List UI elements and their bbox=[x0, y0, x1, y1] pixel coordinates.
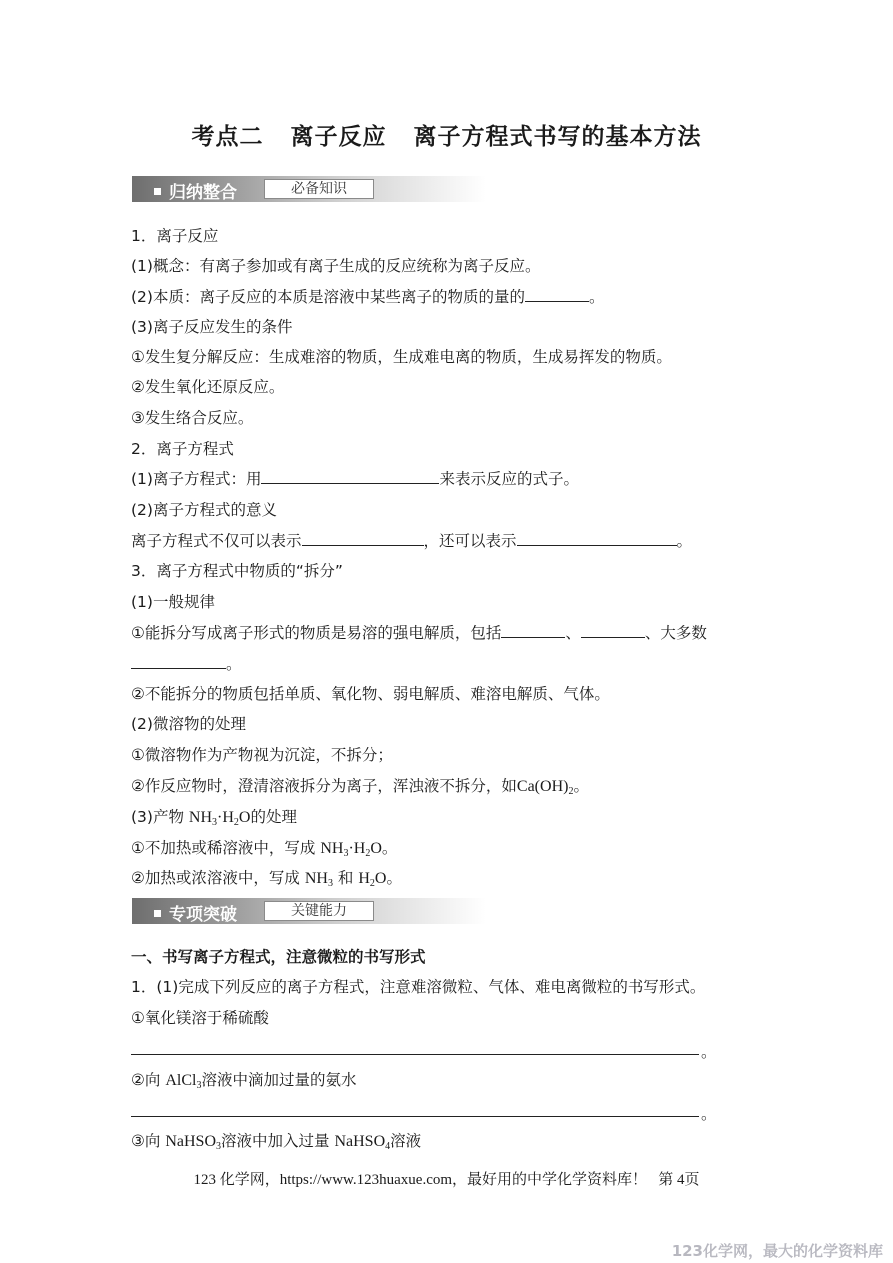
text-line: (1)离子方程式：用 来表示反应的式子。 bbox=[131, 470, 579, 488]
text-line: ①不加热或稀溶液中，写成 $NH_3\cdot H_2O$。 bbox=[131, 839, 398, 859]
square-bullet-icon bbox=[154, 910, 161, 917]
text-line: ③向 NaHSO$_3$溶液中加入过量 NaHSO$_4$溶液 bbox=[131, 1132, 422, 1152]
heading-practice: 一、书写离子方程式，注意微粒的书写形式 bbox=[131, 948, 426, 966]
period: 。 bbox=[701, 1043, 717, 1061]
text-line: ①微溶物作为产物视为沉淀，不拆分； bbox=[131, 746, 393, 764]
heading-ionic-equation: 2．离子方程式 bbox=[131, 440, 234, 458]
section-header-practice bbox=[132, 898, 486, 924]
text-line: ①能拆分写成离子形式的物质是易溶的强电解质，包括 、 、大多数 bbox=[131, 624, 707, 642]
text-line: (3)产物 $NH_3\cdot H_2O$的处理 bbox=[131, 808, 297, 828]
page-title: 考点二 离子反应 离子方程式书写的基本方法 bbox=[191, 123, 702, 150]
text-line: (2)离子方程式的意义 bbox=[131, 501, 277, 519]
text-line: ②向 AlCl$_3$溶液中滴加过量的氨水 bbox=[131, 1071, 357, 1091]
fill-blank[interactable] bbox=[517, 531, 677, 546]
section-label: 归纳整合 bbox=[154, 178, 237, 203]
fill-blank[interactable] bbox=[501, 623, 565, 638]
text-line: ②不能拆分的物质包括单质、氧化物、弱电解质、难溶电解质、气体。 bbox=[131, 685, 610, 703]
text-line: (1)概念：有离子参加或有离子生成的反应统称为离子反应。 bbox=[131, 257, 541, 275]
text-line: ②发生氧化还原反应。 bbox=[131, 378, 285, 396]
section-label: 专项突破 bbox=[154, 900, 237, 925]
fill-blank[interactable] bbox=[261, 469, 439, 484]
section-tag: 必备知识 bbox=[264, 179, 374, 199]
text-line: ③发生络合反应。 bbox=[131, 409, 254, 427]
heading-ion-reaction: 1．离子反应 bbox=[131, 227, 219, 245]
text-line: (2)本质：离子反应的本质是溶液中某些离子的物质的量的 。 bbox=[131, 288, 605, 306]
text-line: 1．(1)完成下列反应的离子方程式，注意难溶微粒、气体、难电离微粒的书写形式。 bbox=[131, 978, 706, 996]
text-line: ①发生复分解反应：生成难溶的物质，生成难电离的物质，生成易挥发的物质。 bbox=[131, 348, 672, 366]
text-line: (1)一般规律 bbox=[131, 593, 215, 611]
section-header-summary bbox=[132, 176, 486, 202]
answer-line[interactable] bbox=[131, 1054, 699, 1055]
section-tag: 关键能力 bbox=[264, 901, 374, 921]
heading-splitting: 3．离子方程式中物质的“拆分” bbox=[131, 562, 343, 580]
fill-blank[interactable] bbox=[581, 623, 645, 638]
text-line: 。 bbox=[131, 654, 242, 674]
period: 。 bbox=[701, 1105, 717, 1123]
text-line: (3)离子反应发生的条件 bbox=[131, 318, 293, 336]
square-bullet-icon bbox=[154, 188, 161, 195]
text-line: ②加热或浓溶液中，写成 $NH_3$ 和 $H_2O$。 bbox=[131, 869, 402, 889]
page-footer: 123 化学网，https://www.123huaxue.com，最好用的中学化学资料库！ 第 4页 bbox=[193, 1172, 700, 1188]
watermark: 123化学网，最大的化学资料库 bbox=[671, 1242, 883, 1260]
answer-line[interactable] bbox=[131, 1116, 699, 1117]
text-line: ①氧化镁溶于稀硫酸 bbox=[131, 1009, 269, 1027]
fill-blank[interactable] bbox=[302, 531, 424, 546]
text-line: 离子方程式不仅可以表示 ，还可以表示 。 bbox=[131, 532, 693, 550]
text-line: (2)微溶物的处理 bbox=[131, 715, 246, 733]
fill-blank[interactable] bbox=[525, 287, 589, 302]
fill-blank[interactable] bbox=[131, 654, 226, 669]
text-line: ②作反应物时，澄清溶液拆分为离子，浑浊液不拆分，如$Ca(OH)_2$。 bbox=[131, 777, 589, 797]
